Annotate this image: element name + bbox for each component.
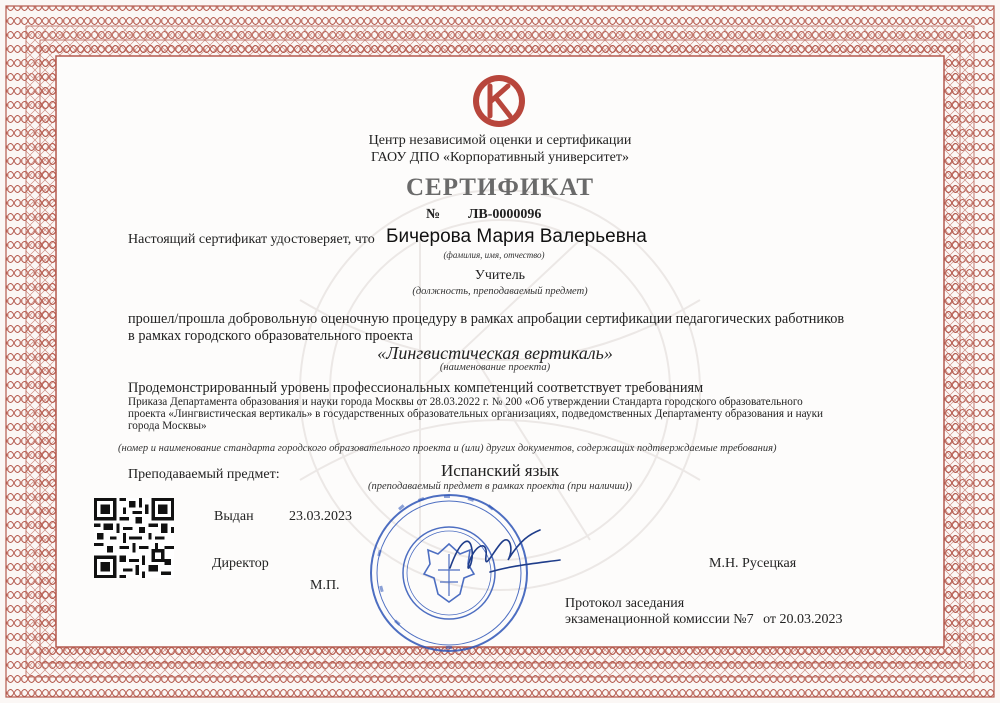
- competence-line-3: проекта «Лингвистическая вертикаль» в государственных образовательных организациях, подведомственных Департаменту образования и науки: [128, 408, 824, 420]
- director-name: М.Н. Русецкая: [709, 556, 797, 571]
- competence-hint: (номер и наименование стандарта городского образовательного проекта и (или) других документов, содержащих подтверждаемые требования): [118, 443, 777, 454]
- subject-value: Испанский язык: [440, 461, 560, 480]
- certifies-prefix: Настоящий сертификат удостоверяет, что: [128, 232, 375, 247]
- name-hint: (фамилия, имя, отчество): [443, 250, 545, 260]
- issued-label: Выдан: [214, 509, 254, 524]
- procedure-line-2: в рамках городского образовательного проекта: [128, 328, 413, 344]
- qr-code-icon: [94, 498, 174, 578]
- competence-line-1: Продемонстрированный уровень профессиональных компетенций соответствует требованиям: [128, 380, 704, 396]
- certificate-title: СЕРТИФИКАТ: [405, 174, 595, 201]
- protocol-prefix: экзаменационной комиссии №: [565, 612, 747, 627]
- position-value: Учитель: [474, 268, 526, 283]
- project-name: «Лингвистическая вертикаль»: [377, 343, 613, 363]
- project-hint: (наименование проекта): [439, 362, 551, 373]
- competence-line-2: Приказа Департамента образования и науки города Москвы от 28.03.2022 г. № 200 «Об утверждении Стандарта городского образовательного: [128, 396, 803, 408]
- number-label: №: [426, 207, 441, 222]
- k-logo-icon: [470, 72, 528, 130]
- stamp-place: М.П.: [310, 578, 340, 593]
- subject-label: Преподаваемый предмет:: [128, 467, 280, 482]
- org-line-2: ГАОУ ДПО «Корпоративный университет»: [371, 150, 629, 165]
- org-line-1: Центр независимой оценки и сертификации: [368, 133, 632, 148]
- recipient-name: Бичерова Мария Валерьевна: [386, 226, 647, 247]
- signature-icon: [430, 520, 570, 590]
- subject-hint: (преподаваемый предмет в рамках проекта (при наличии)): [367, 481, 633, 492]
- procedure-line-1: прошел/прошла добровольную оценочную процедуру в рамках апробации сертификации педагогических работников: [128, 311, 845, 327]
- protocol-number: 7: [746, 612, 754, 627]
- certificate-number: ЛВ-0000096: [468, 207, 542, 222]
- protocol-line-1: Протокол заседания: [565, 596, 685, 611]
- issued-date: 23.03.2023: [289, 509, 352, 524]
- protocol-from: от: [763, 612, 776, 627]
- competence-line-4: города Москвы»: [128, 420, 207, 432]
- protocol-date: 20.03.2023: [779, 612, 843, 627]
- director-label: Директор: [212, 556, 269, 571]
- position-hint: (должность, преподаваемый предмет): [412, 286, 588, 297]
- protocol-line-2: [565, 612, 843, 628]
